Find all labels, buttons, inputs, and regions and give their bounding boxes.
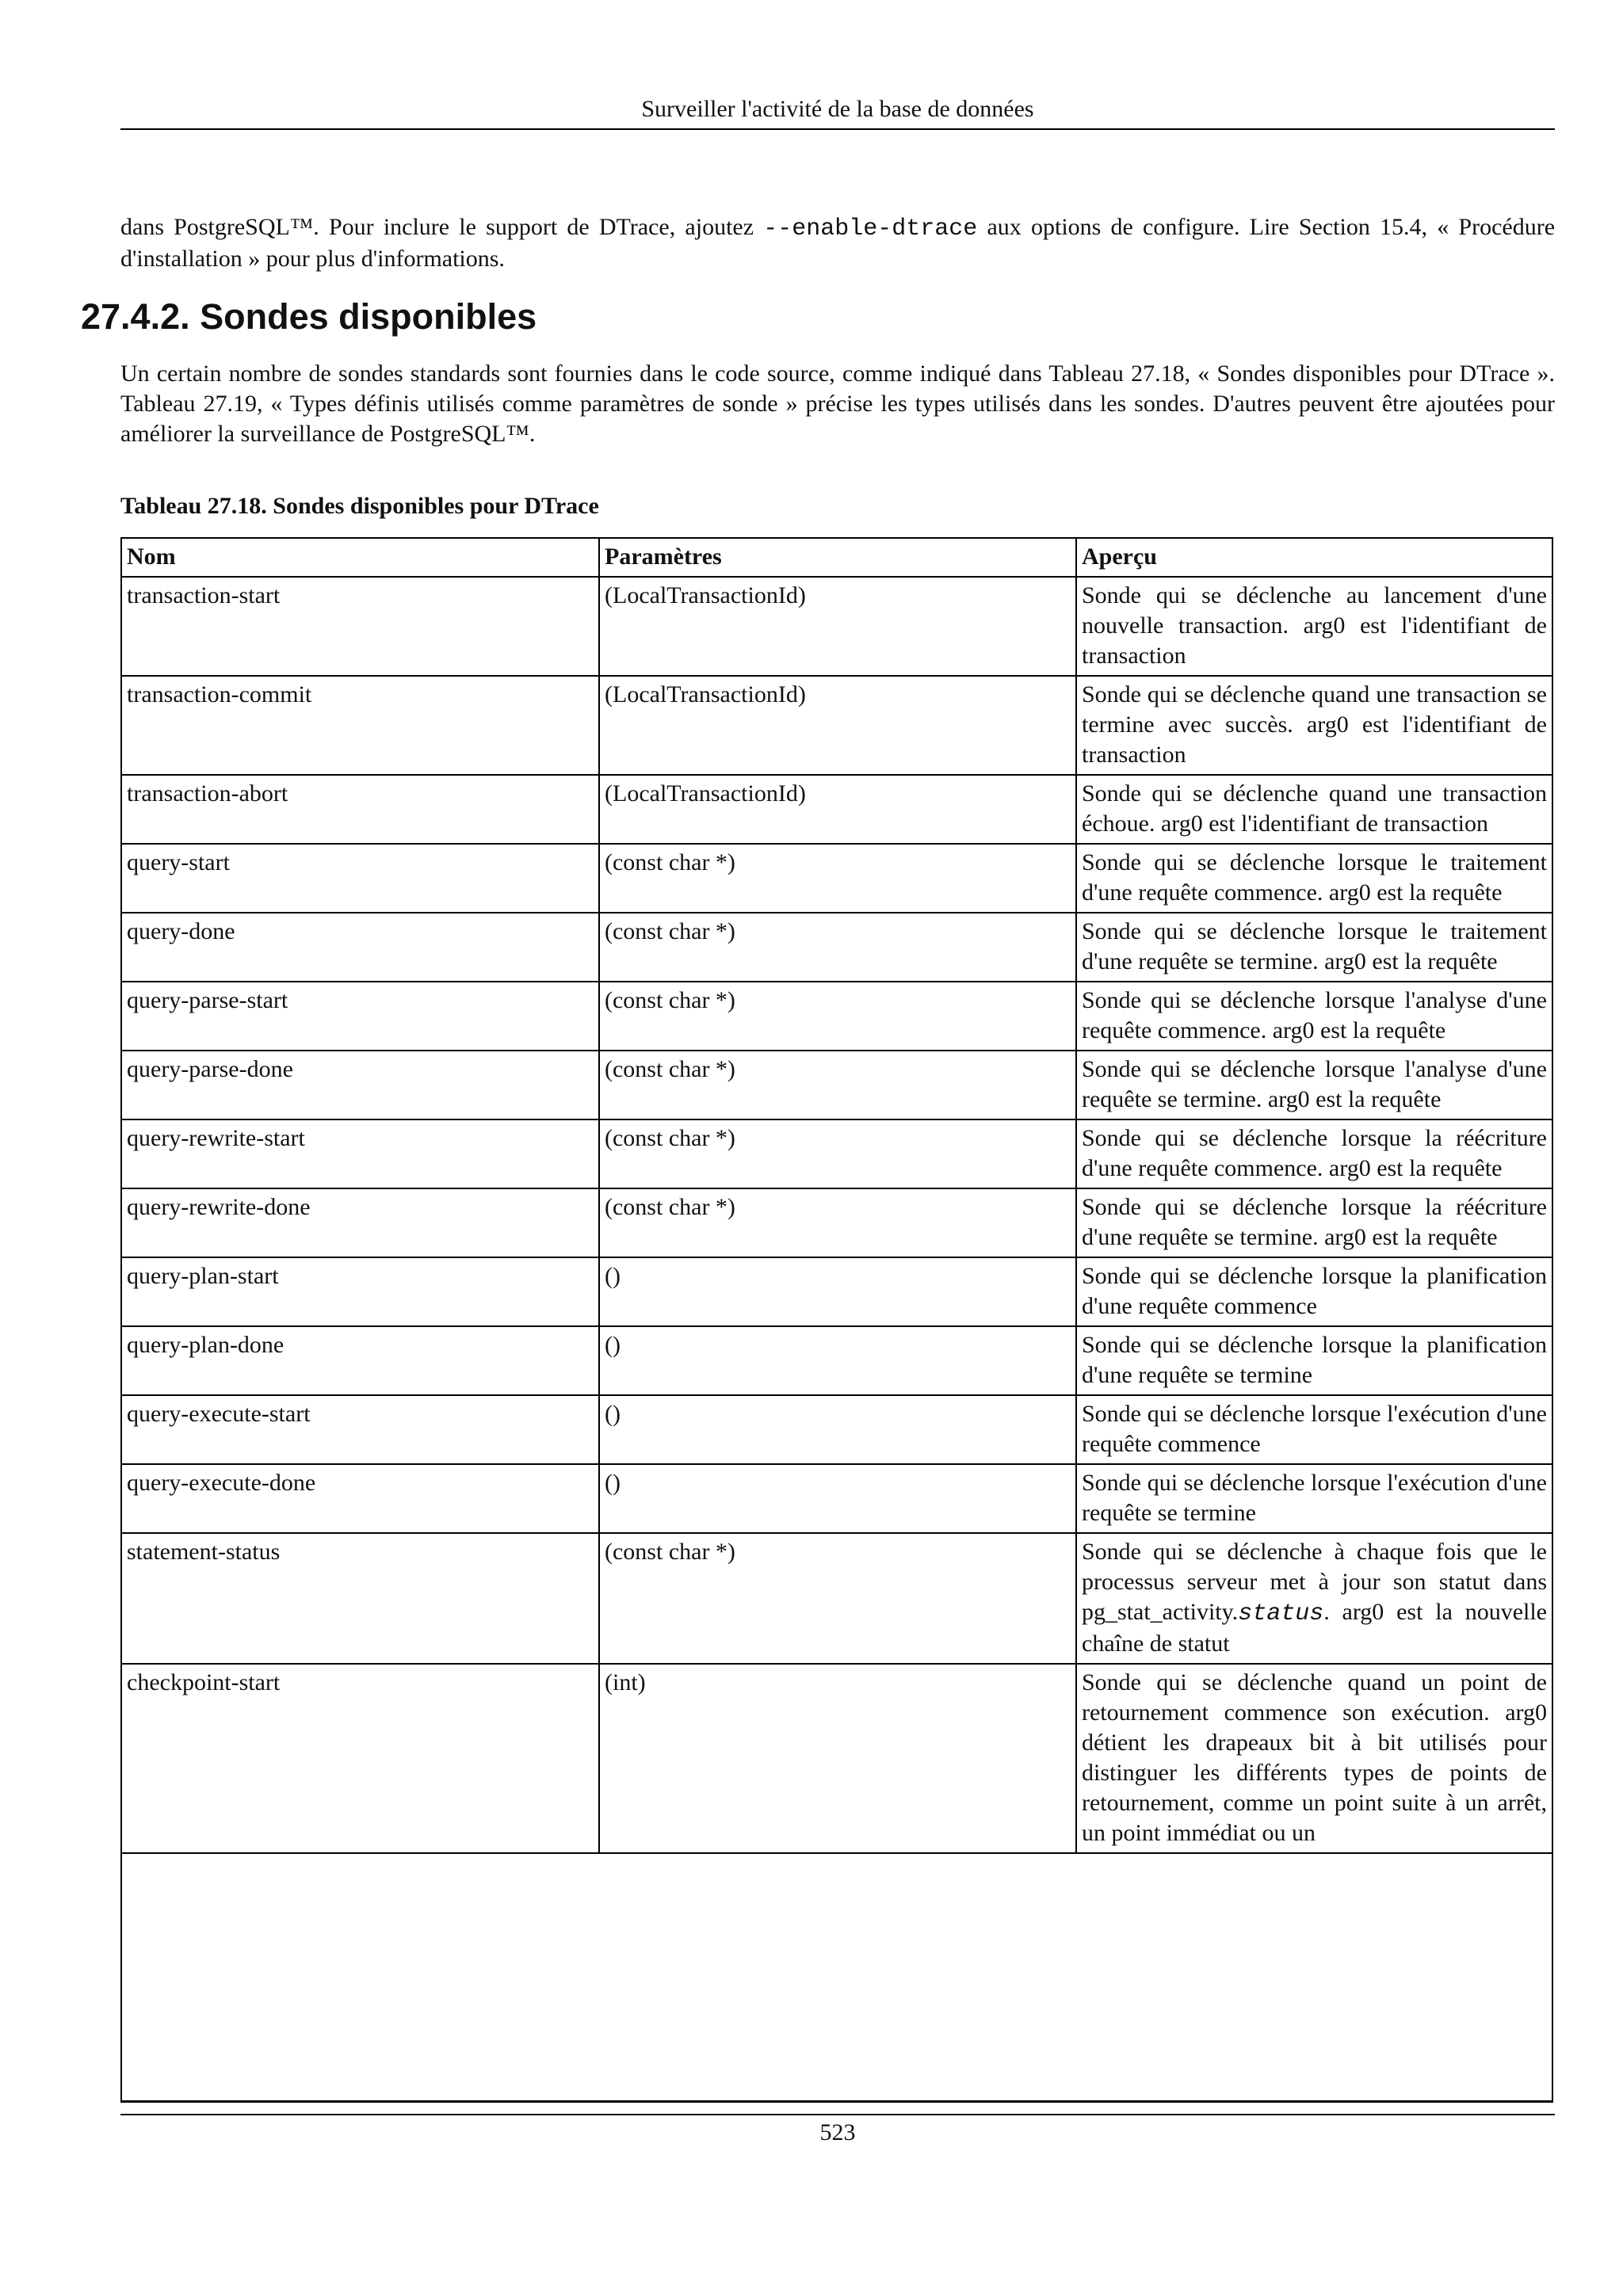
probe-name: query-parse-start [122,982,599,1051]
table-row [122,913,1552,982]
table-header-row [122,539,1552,577]
probe-params: () [599,1326,1076,1395]
table-row [122,982,1552,1051]
table-row [122,1533,1552,1664]
probe-params: (const char *) [599,1119,1076,1188]
table-row [122,1051,1552,1119]
table-row [122,1257,1552,1326]
probe-params: (const char *) [599,982,1076,1051]
table-row [122,1664,1552,1853]
probes-table-container [120,537,1553,2103]
table-row [122,1395,1552,1464]
probe-desc [1076,1533,1552,1664]
probe-desc: Sonde qui se déclenche au lancement d'une nouvelle transaction. arg0 est l'identifiant de transaction [1076,577,1552,676]
probe-desc: Sonde qui se déclenche quand une transaction se termine avec succès. arg0 est l'identifiant de transaction [1076,676,1552,775]
probes-table [122,539,1552,1854]
probe-name: query-execute-done [122,1464,599,1533]
section-heading: 27.4.2. Sondes disponibles [81,296,537,337]
probe-name: query-plan-start [122,1257,599,1326]
probe-desc: Sonde qui se déclenche lorsque le traitement d'une requête se termine. arg0 est la requête [1076,913,1552,982]
probe-name: query-done [122,913,599,982]
probe-desc: Sonde qui se déclenche lorsque la planification d'une requête commence [1076,1257,1552,1326]
intro-code: --enable-dtrace [763,215,978,242]
probe-name: query-parse-done [122,1051,599,1119]
running-footer [120,2114,1555,2149]
probe-params: (const char *) [599,1188,1076,1257]
table-row [122,1119,1552,1188]
probe-name: query-rewrite-start [122,1119,599,1188]
table-caption: Tableau 27.18. Sondes disponibles pour DTrace [120,493,599,519]
probe-params: () [599,1464,1076,1533]
probe-desc-text-after: . arg0 est la nouvelle chaîne de statut [1082,1599,1547,1657]
probe-desc: Sonde qui se déclenche lorsque la réécriture d'une requête commence. arg0 est la requête [1076,1119,1552,1188]
probe-params: (LocalTransactionId) [599,676,1076,775]
table-row [122,844,1552,913]
probe-name: transaction-start [122,577,599,676]
probe-params: (LocalTransactionId) [599,775,1076,844]
probe-params: () [599,1257,1076,1326]
probe-params: (int) [599,1664,1076,1853]
table-row [122,1188,1552,1257]
probe-desc: Sonde qui se déclenche lorsque le traitement d'une requête commence. arg0 est la requête [1076,844,1552,913]
probe-name: transaction-commit [122,676,599,775]
probe-name: query-rewrite-done [122,1188,599,1257]
intro-paragraph [120,212,1555,274]
probe-desc: Sonde qui se déclenche lorsque l'exécution d'une requête commence [1076,1395,1552,1464]
running-title: Surveiller l'activité de la base de données [641,96,1034,122]
probe-name: checkpoint-start [122,1664,599,1853]
table-row [122,676,1552,775]
probe-desc: Sonde qui se déclenche lorsque l'analyse d'une requête commence. arg0 est la requête [1076,982,1552,1051]
probe-desc: Sonde qui se déclenche lorsque l'analyse d'une requête se termine. arg0 est la requête [1076,1051,1552,1119]
probe-name: query-execute-start [122,1395,599,1464]
probe-params: (const char *) [599,1533,1076,1664]
intro-text-after: aux options de configure. Lire Section 15.4, « Procédure d'installation » pour plus d'informations. [120,214,1556,272]
probe-params: (LocalTransactionId) [599,577,1076,676]
probe-desc: Sonde qui se déclenche lorsque l'exécution d'une requête se termine [1076,1464,1552,1533]
table-row [122,775,1552,844]
intro-text-before: dans PostgreSQL™. Pour inclure le support de DTrace, ajoutez [120,214,764,240]
probe-name: query-plan-done [122,1326,599,1395]
running-header [120,93,1555,130]
table-row [122,577,1552,676]
probe-desc: Sonde qui se déclenche lorsque la réécriture d'une requête se termine. arg0 est la requête [1076,1188,1552,1257]
probe-name: query-start [122,844,599,913]
column-header-nom: Nom [122,539,599,577]
probe-params: (const char *) [599,913,1076,982]
column-header-apercu: Aperçu [1076,539,1552,577]
column-header-parametres: Paramètres [599,539,1076,577]
probe-desc-text-before: Sonde qui se déclenche à chaque fois que le processus serveur met à jour son statut dans pg_stat_activity. [1082,1539,1547,1625]
page-number: 523 [819,2119,856,2145]
probe-name: statement-status [122,1533,599,1664]
probe-params: (const char *) [599,1051,1076,1119]
probe-desc: Sonde qui se déclenche lorsque la planification d'une requête se termine [1076,1326,1552,1395]
probe-desc: Sonde qui se déclenche quand une transaction échoue. arg0 est l'identifiant de transaction [1076,775,1552,844]
table-row [122,1464,1552,1533]
probe-name: transaction-abort [122,775,599,844]
probe-desc: Sonde qui se déclenche quand un point de retournement commence son exécution. arg0 détient les drapeaux bit à bit utilisés pour distinguer les différents types de points de retournement, comme un point suite à un arrêt, un point immédiat ou un [1076,1664,1552,1853]
table-row [122,1326,1552,1395]
probe-desc-code: status [1238,1600,1324,1627]
probe-params: () [599,1395,1076,1464]
probe-params: (const char *) [599,844,1076,913]
section-paragraph: Un certain nombre de sondes standards sont fournies dans le code source, comme indiqué dans Tableau 27.18, « Sondes disponibles pour DTrace ». Tableau 27.19, « Types définis utilisés comme paramètres de sonde » précise les types utilisés dans les sondes. D'autres peuvent être ajoutées pour améliorer la surveillance de PostgreSQL™. [120,360,1555,447]
